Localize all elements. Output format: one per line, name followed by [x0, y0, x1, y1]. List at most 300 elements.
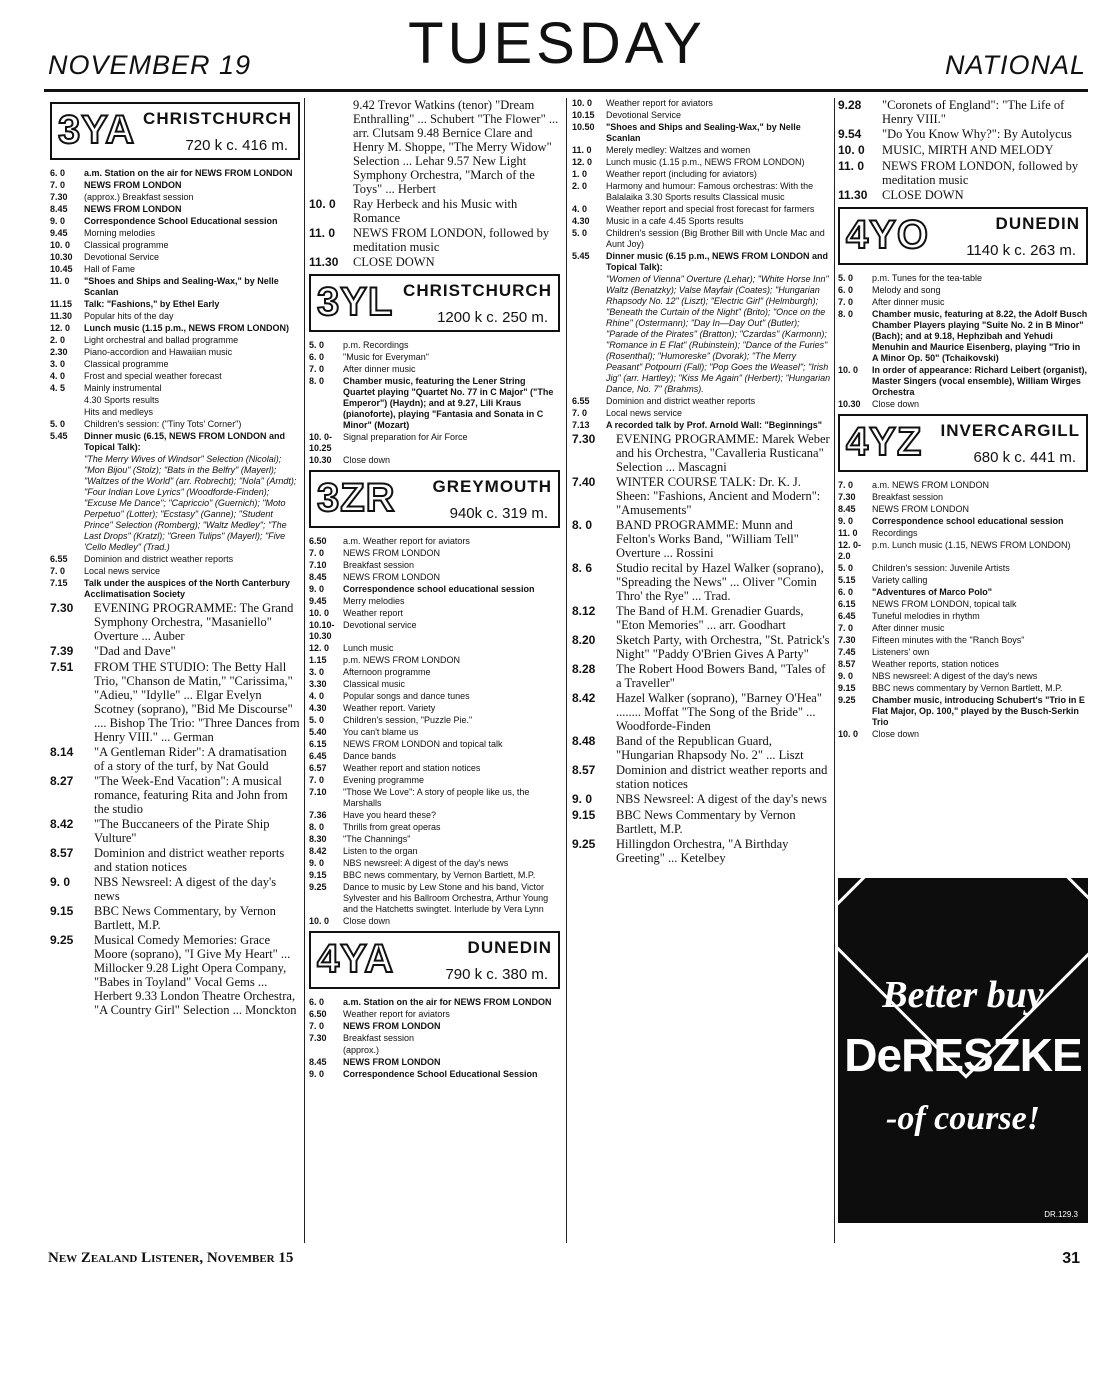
- entry-time: 9.54: [838, 127, 862, 141]
- entry-text: Breakfast session: [872, 492, 944, 502]
- programme-entry: [50, 431, 300, 453]
- entry-time: [50, 454, 84, 553]
- station-logo: [309, 931, 560, 989]
- programme-entry: [50, 395, 300, 406]
- entry-time: 11.15: [50, 299, 73, 309]
- programme-entry: [309, 536, 560, 547]
- entry-text: Listeners' own: [872, 647, 930, 657]
- programme-list: [838, 273, 1088, 410]
- entry-time: 8. 0: [838, 309, 854, 319]
- programme-entry: [572, 169, 832, 180]
- entry-text: "Shoes and Ships and Sealing-Wax," by Nelle Scanlan: [606, 122, 801, 143]
- entry-text: Children's session (Big Brother Bill with Uncle Mac and Aunt Joy): [606, 228, 825, 249]
- column-3: [572, 98, 832, 866]
- programme-list: [309, 98, 560, 270]
- advert-line-3: -of course!: [886, 1100, 1040, 1137]
- programme-entry: [309, 1069, 560, 1080]
- programme-list: [50, 601, 300, 1017]
- entry-time: 10. 0: [50, 240, 71, 250]
- entry-text: "Coronets of England": "The Life of Henry VIII.": [882, 98, 1065, 126]
- programme-entry: [50, 554, 300, 565]
- programme-entry: [572, 408, 832, 419]
- entry-time: 9. 0: [572, 792, 593, 806]
- entry-time: 10.15: [572, 110, 595, 120]
- programme-entry: [309, 584, 560, 595]
- entry-time: 9.45: [309, 596, 327, 606]
- entry-time: 7. 0: [309, 548, 325, 558]
- entry-time: 10.30: [50, 252, 73, 262]
- programme-entry: [838, 504, 1088, 515]
- station-frequency: 790 k c. 380 m.: [445, 966, 548, 983]
- entry-time: 10. 0: [572, 98, 593, 108]
- programme-entry: [838, 695, 1088, 728]
- programme-entry: [838, 729, 1088, 740]
- entry-time: 6.50: [309, 1009, 327, 1019]
- entry-time: 7. 0: [572, 408, 588, 418]
- programme-entry: [309, 455, 560, 466]
- programme-entry: [309, 822, 560, 833]
- programme-list: [572, 432, 832, 865]
- programme-entry: [309, 608, 560, 619]
- entry-text: Evening programme: [343, 775, 425, 785]
- station-city: CHRISTCHURCH: [143, 109, 292, 128]
- programme-entry: [309, 691, 560, 702]
- entry-time: 9.45: [50, 228, 68, 238]
- entry-text: A recorded talk by Prof. Arnold Wall: "Beginnings": [606, 420, 823, 430]
- entry-time: 8. 0: [309, 376, 325, 386]
- entry-text: Sketch Party, with Orchestra, "St. Patrick's Night" "Paddy O'Brien Gives A Party": [616, 633, 830, 661]
- entry-time: 8.28: [572, 662, 596, 676]
- entry-time: 9. 0: [50, 216, 66, 226]
- entry-time: [50, 395, 84, 406]
- entry-time: 7. 0: [309, 775, 325, 785]
- header-date: NOVEMBER 19: [48, 50, 252, 80]
- entry-time: 3. 0: [309, 667, 325, 677]
- programme-entry: [838, 528, 1088, 539]
- programme-entry: [572, 604, 832, 632]
- programme-entry: [309, 679, 560, 690]
- programme-entry: [838, 480, 1088, 491]
- entry-text: Popular hits of the day: [84, 311, 174, 321]
- entry-text: Studio recital by Hazel Walker (soprano), "Spreading the News" ... Oliver "Comin Thro' the Rye" ... Trad.: [616, 561, 824, 603]
- entry-time: 11. 0: [309, 226, 336, 240]
- entry-text: Close down: [343, 455, 391, 465]
- entry-text: Classical programme: [84, 359, 169, 369]
- entry-time: 7.10: [309, 560, 327, 570]
- entry-text: BBC News Commentary, by Vernon Bartlett, M.P.: [94, 904, 276, 932]
- station-call-sign: 4YO: [846, 213, 930, 257]
- entry-text: p.m. NEWS FROM LONDON: [343, 655, 461, 665]
- entry-text: Dominion and district weather reports and station notices: [616, 763, 828, 791]
- programme-entry: [572, 157, 832, 168]
- entry-text: "Shoes and Ships and Sealing-Wax," by Nelle Scanlan: [84, 276, 279, 297]
- entry-text: NEWS FROM LONDON: [343, 572, 441, 582]
- programme-entry: [50, 264, 300, 275]
- programme-entry: [838, 492, 1088, 503]
- programme-list: [309, 536, 560, 927]
- programme-entry: [50, 774, 300, 816]
- programme-entry: [838, 309, 1088, 364]
- programme-entry: [309, 197, 560, 225]
- entry-time: 9.15: [838, 683, 856, 693]
- station-frequency: 720 k c. 416 m.: [185, 137, 288, 154]
- entry-time: 7.30: [572, 432, 596, 446]
- programme-entry: [572, 808, 832, 836]
- entry-text: Lunch music (1.15 p.m., NEWS FROM LONDON): [606, 157, 805, 167]
- entry-text: NBS Newsreel: A digest of the day's news: [616, 792, 827, 806]
- entry-time: 8.45: [309, 572, 327, 582]
- entry-time: 10.30: [838, 399, 861, 409]
- programme-entry: [838, 516, 1088, 527]
- entry-time: 7. 0: [838, 480, 854, 490]
- entry-text: EVENING PROGRAMME: The Grand Symphony Orchestra, "Masaniello" Overture ... Auber: [94, 601, 294, 643]
- entry-text: Children's session: ("Tiny Tots' Corner"): [84, 419, 242, 429]
- programme-entry: [838, 273, 1088, 284]
- programme-entry: [309, 715, 560, 726]
- entry-text: Close down: [872, 399, 920, 409]
- entry-text: NEWS FROM LONDON, topical talk: [872, 599, 1017, 609]
- entry-time: 9. 0: [309, 1069, 325, 1079]
- programme-entry: [50, 904, 300, 932]
- entry-text: Correspondence School Educational Session: [343, 1069, 538, 1079]
- entry-time: 11.30: [50, 311, 73, 321]
- entry-time: 8. 0: [309, 822, 325, 832]
- station-city: GREYMOUTH: [432, 477, 552, 496]
- entry-time: 8. 0: [572, 518, 593, 532]
- entry-time: 7.15: [50, 578, 68, 588]
- entry-text: Frost and special weather forecast: [84, 371, 222, 381]
- entry-text: Correspondence school educational session: [872, 516, 1064, 526]
- programme-entry: [572, 691, 832, 733]
- programme-list: [838, 480, 1088, 740]
- entry-time: 8.42: [50, 817, 74, 831]
- entry-time: 12. 0: [572, 157, 593, 167]
- entry-time: 8.57: [50, 846, 74, 860]
- entry-time: 7. 0: [838, 623, 854, 633]
- entry-text: Chamber music, featuring at 8.22, the Adolf Busch Chamber Players playing "Suite No. 2 in B Minor" (Bach); and at 9.18, Hephzibah and Yehudi Menuhin and Maurice Eisenberg, playing "Trio in A Minor Op. 50" (Tchaikovski): [872, 309, 1088, 363]
- entry-text: Weather report: [343, 608, 403, 618]
- station-logo: [838, 207, 1088, 265]
- programme-entry: [309, 834, 560, 845]
- entry-time: 9. 0: [309, 584, 325, 594]
- entry-text: Weather report for aviators: [343, 1009, 450, 1019]
- entry-time: 8.45: [50, 204, 68, 214]
- programme-entry: [572, 122, 832, 144]
- entry-time: 11. 0: [838, 159, 865, 173]
- entry-text: NEWS FROM LONDON: [343, 1057, 441, 1067]
- station-frequency: 1140 k c. 263 m.: [966, 242, 1076, 259]
- entry-text: NEWS FROM LONDON: [872, 504, 970, 514]
- station-frequency: 680 k c. 441 m.: [973, 449, 1076, 466]
- entry-time: 3.30: [309, 679, 327, 689]
- entry-text: Local news service: [606, 408, 683, 418]
- programme-entry: [309, 255, 560, 270]
- programme-entry: [572, 98, 832, 109]
- entry-time: 6.50: [309, 536, 327, 546]
- dereszke-advert: [838, 878, 1088, 1223]
- programme-entry: [309, 620, 560, 642]
- entry-text: Hits and medleys: [84, 407, 154, 417]
- programme-entry: [309, 340, 560, 351]
- entry-text: NBS newsreel: A digest of the day's news: [343, 858, 509, 868]
- entry-text: Melody and song: [872, 285, 941, 295]
- entry-text: Merry melodies: [343, 596, 405, 606]
- entry-text: BAND PROGRAMME: Munn and Felton's Works Band, "William Tell" Overture ... Rossini: [616, 518, 799, 560]
- programme-entry: [50, 192, 300, 203]
- entry-time: 7.13: [572, 420, 590, 430]
- entry-text: Dominion and district weather reports: [84, 554, 234, 564]
- programme-entry: [838, 587, 1088, 598]
- programme-entry: [309, 364, 560, 375]
- entry-time: 5.45: [50, 431, 68, 441]
- entry-time: 6. 0: [838, 285, 854, 295]
- entry-time: 7.45: [838, 647, 856, 657]
- programme-list: [572, 98, 832, 431]
- entry-time: [309, 98, 353, 196]
- entry-time: 8.12: [572, 604, 596, 618]
- programme-entry: [572, 662, 832, 690]
- programme-entry: [50, 644, 300, 659]
- station-logo: [838, 414, 1088, 472]
- entry-time: 6. 0: [309, 352, 325, 362]
- entry-text: NEWS FROM LONDON and topical talk: [343, 739, 503, 749]
- entry-time: 7.39: [50, 644, 74, 658]
- entry-text: FROM THE STUDIO: The Betty Hall Trio, "Chanson de Matin," "Carissima," "Adieu," "Idylle" ... Elgar Evelyn Scotney (soprano), "Bid Me Discourse" .... Bishop The Trio: "Three Dances from Henry VIII." ... German: [94, 660, 300, 744]
- entry-time: 5.15: [838, 575, 856, 585]
- entry-time: 1.15: [309, 655, 327, 665]
- header-rule: [44, 89, 1088, 92]
- entry-text: Close down: [343, 916, 391, 926]
- entry-time: 5. 0: [572, 228, 588, 238]
- programme-entry: [309, 98, 560, 196]
- entry-text: Lunch music: [343, 643, 394, 653]
- entry-time: 5. 0: [838, 273, 854, 283]
- programme-entry: [572, 181, 832, 203]
- programme-entry: [309, 1057, 560, 1068]
- entry-time: 9. 0: [309, 858, 325, 868]
- station-frequency: 1200 k c. 250 m.: [437, 309, 548, 326]
- entry-time: 4.30: [572, 216, 590, 226]
- entry-text: "Those We Love": A story of people like us, the Marshalls: [343, 787, 530, 808]
- entry-time: 10. 0-10.25: [309, 432, 333, 453]
- entry-time: 8.45: [309, 1057, 327, 1067]
- programme-entry: [50, 168, 300, 179]
- advert-line-1: Better buy: [882, 974, 1044, 1016]
- programme-entry: [50, 359, 300, 370]
- entry-text: "The Channings": [343, 834, 411, 844]
- entry-time: 11. 0: [572, 145, 592, 155]
- programme-entry: [838, 159, 1088, 187]
- programme-entry: [309, 655, 560, 666]
- programme-entry: [309, 352, 560, 363]
- entry-text: NEWS FROM LONDON: [84, 180, 182, 190]
- entry-time: 7.40: [572, 475, 596, 489]
- programme-entry: [309, 667, 560, 678]
- entry-time: 11.30: [838, 188, 868, 202]
- entry-time: 8.42: [309, 846, 327, 856]
- entry-text: Local news service: [84, 566, 161, 576]
- entry-time: 11.30: [309, 255, 339, 269]
- programme-entry: [838, 575, 1088, 586]
- entry-time: [572, 274, 606, 395]
- station-logo: [309, 470, 560, 528]
- programme-entry: [838, 599, 1088, 610]
- entry-text: Merely medley: Waltzes and women: [606, 145, 751, 155]
- station-call-sign: 4YZ: [846, 420, 923, 464]
- entry-text: "The Merry Wives of Windsor" Selection (Nicolai); "Mon Bijou" (Stolz); "Bats in the Belfry" (Mayerl); "Waltzes of the World" (arr. Robrecht); "Nola" (Arndt); "Four Indian Love Lyrics" (Woodforde-Finden); "Excuse Me Dance"; "Capriccio" (Guernich); "Moto Perpetuo" (Lotter); "Ecstasy" (Ganne); "Student Prince" Selection (Romberg); "Waltz Medley"; "The Last Drops" (Kratzl); "Green Tulips" (Mayerl); "Five 'Cello Medley" (Trad.): [84, 454, 297, 552]
- programme-entry: [572, 633, 832, 661]
- programme-entry: [309, 596, 560, 607]
- entry-text: Lunch music (1.15 p.m., NEWS FROM LONDON): [84, 323, 290, 333]
- entry-time: 5. 0: [309, 715, 325, 725]
- entry-time: 9.25: [572, 837, 596, 851]
- programme-entry: [50, 601, 300, 643]
- programme-entry: [50, 383, 300, 394]
- programme-entry: [309, 560, 560, 571]
- programme-entry: [309, 916, 560, 927]
- entry-text: After dinner music: [343, 364, 416, 374]
- entry-time: 10. 0: [309, 197, 336, 211]
- entry-time: 6.55: [572, 396, 590, 406]
- entry-time: 5. 0: [838, 563, 854, 573]
- entry-text: Morning melodies: [84, 228, 156, 238]
- programme-entry: [50, 276, 300, 298]
- entry-text: Weather report for aviators: [606, 98, 713, 108]
- entry-text: Signal preparation for Air Force: [343, 432, 468, 442]
- entry-text: (approx.) Breakfast session: [84, 192, 194, 202]
- entry-time: 7.30: [838, 635, 856, 645]
- programme-entry: [838, 611, 1088, 622]
- entry-time: 11. 0: [838, 528, 858, 538]
- entry-text: Talk: "Fashions," by Ethel Early: [84, 299, 220, 309]
- entry-time: 8.45: [838, 504, 856, 514]
- entry-time: 4. 0: [309, 691, 325, 701]
- programme-entry: [309, 870, 560, 881]
- entry-text: Breakfast session: [343, 1033, 415, 1043]
- entry-time: 6. 0: [50, 168, 66, 178]
- entry-text: a.m. Station on the air for NEWS FROM LONDON: [343, 997, 552, 1007]
- programme-entry: [50, 371, 300, 382]
- entry-time: 7.30: [309, 1033, 327, 1043]
- entry-time: [50, 407, 84, 418]
- station-call-sign: 3YA: [58, 108, 136, 152]
- entry-text: You can't blame us: [343, 727, 419, 737]
- entry-text: "A Gentleman Rider": A dramatisation of a story of the turf, by Nat Gould: [94, 745, 287, 773]
- programme-entry: [309, 882, 560, 915]
- programme-entry: [838, 647, 1088, 658]
- entry-time: 8. 6: [572, 561, 593, 575]
- programme-entry: [309, 787, 560, 809]
- programme-entry: [572, 251, 832, 273]
- entry-text: a.m. NEWS FROM LONDON: [872, 480, 990, 490]
- programme-entry: [50, 299, 300, 310]
- programme-entry: [50, 419, 300, 430]
- entry-text: "Do You Know Why?": By Autolycus: [882, 127, 1072, 141]
- entry-time: 5.40: [309, 727, 327, 737]
- entry-text: 9.42 Trevor Watkins (tenor) "Dream Enthralling" ... Schubert "The Flower" ... arr. Clutsam 9.48 Bernice Clare and Henry M. Shoppe, "The Merry Widow" Selection ... Lehar 9.57 New Light Symphony Orchestra, "March of the Toys" ... Herbert: [353, 98, 559, 196]
- entry-time: 10. 0: [838, 729, 859, 739]
- programme-entry: [50, 817, 300, 845]
- entry-time: 9.25: [50, 933, 74, 947]
- entry-text: Weather report and special frost forecast for farmers: [606, 204, 815, 214]
- programme-entry: [572, 518, 832, 560]
- programme-entry: [572, 204, 832, 215]
- entry-text: a.m. Station on the air for NEWS FROM LONDON: [84, 168, 293, 178]
- programme-entry: [50, 311, 300, 322]
- programme-entry: [309, 1033, 560, 1044]
- entry-text: p.m. Tunes for the tea-table: [872, 273, 983, 283]
- entry-time: 7. 0: [309, 1021, 325, 1031]
- entry-text: Dominion and district weather reports: [606, 396, 756, 406]
- station-city: CHRISTCHURCH: [403, 281, 552, 300]
- entry-time: 7.30: [838, 492, 856, 502]
- programme-entry: [50, 252, 300, 263]
- programme-entry: [572, 228, 832, 250]
- programme-list: [838, 98, 1088, 203]
- entry-time: 9. 0: [50, 875, 71, 889]
- entry-time: 7. 0: [838, 297, 854, 307]
- entry-text: NEWS FROM LONDON, followed by meditation music: [882, 159, 1079, 187]
- entry-time: 9.15: [50, 904, 74, 918]
- entry-time: 10.10-10.30: [309, 620, 335, 641]
- station-logo: [50, 102, 300, 160]
- programme-entry: [838, 659, 1088, 670]
- column-2: [309, 98, 560, 1081]
- entry-text: Variety calling: [872, 575, 928, 585]
- programme-list: [309, 340, 560, 466]
- entry-text: "Adventures of Marco Polo": [872, 587, 993, 597]
- programme-entry: [572, 734, 832, 762]
- entry-text: CLOSE DOWN: [882, 188, 964, 202]
- entry-text: "Women of Vienna" Overture (Lehar); "White Horse Inn" Waltz (Benatzky); Valse Mayfair (Coates); "Hungarian Rhapsody No. 12" (Liszt); "Electric Girl" (Helmburgh); "Beneath the Curtain of the Night" (Brito); "Once on the Rhine" (Ostermann); "Day In—Day Out" (Butler); "Parade of the Pirates" (Bratton); "Czardas" (Karmonn); "Romance in E Flat" (Rubinstein); "Dance of the Furies" (Rosenthal); "Humoreske" (Dvorak); "The Merry Peasant" Potpourri (Fall); "Pop Goes the Weasel"; "Irish Jig" (arr. Hartley); "Kiss Me Again" (Herbert); "Hungarian Dance, No. 7" (Brahms).: [606, 274, 831, 394]
- entry-text: p.m. Lunch music (1.15, NEWS FROM LONDON): [872, 540, 1071, 550]
- programme-entry: [50, 875, 300, 903]
- programme-entry: [838, 98, 1088, 126]
- entry-text: After dinner music: [872, 623, 945, 633]
- entry-time: 6.57: [309, 763, 327, 773]
- entry-text: (approx.): [343, 1045, 380, 1055]
- programme-entry: [309, 548, 560, 559]
- programme-entry: [838, 683, 1088, 694]
- programme-entry: [309, 997, 560, 1008]
- programme-entry: [50, 228, 300, 239]
- programme-entry: [309, 572, 560, 583]
- programme-entry: [309, 763, 560, 774]
- entry-time: 7. 0: [309, 364, 325, 374]
- entry-time: 12. 0: [50, 323, 71, 333]
- entry-time: 2. 0: [50, 335, 66, 345]
- programme-entry: [50, 846, 300, 874]
- programme-entry: [838, 188, 1088, 203]
- entry-time: 10. 0: [309, 916, 330, 926]
- programme-entry: [838, 127, 1088, 142]
- entry-text: Dance bands: [343, 751, 397, 761]
- header-day: TUESDAY: [408, 11, 706, 76]
- entry-time: 9.25: [309, 882, 327, 892]
- programme-entry: [838, 399, 1088, 410]
- programme-entry: [50, 323, 300, 334]
- entry-text: WINTER COURSE TALK: Dr. K. J. Sheen: "Fashions, Ancient and Modern": "Amusements": [616, 475, 821, 517]
- programme-entry: [838, 563, 1088, 574]
- programme-entry: [309, 739, 560, 750]
- entry-time: 7. 0: [50, 566, 66, 576]
- station-call-sign: 3ZR: [317, 476, 396, 520]
- entry-time: 2.30: [50, 347, 68, 357]
- entry-time: 4. 5: [50, 383, 66, 393]
- entry-text: After dinner music: [872, 297, 945, 307]
- entry-time: 9. 0: [838, 516, 854, 526]
- programme-entry: [309, 1045, 560, 1056]
